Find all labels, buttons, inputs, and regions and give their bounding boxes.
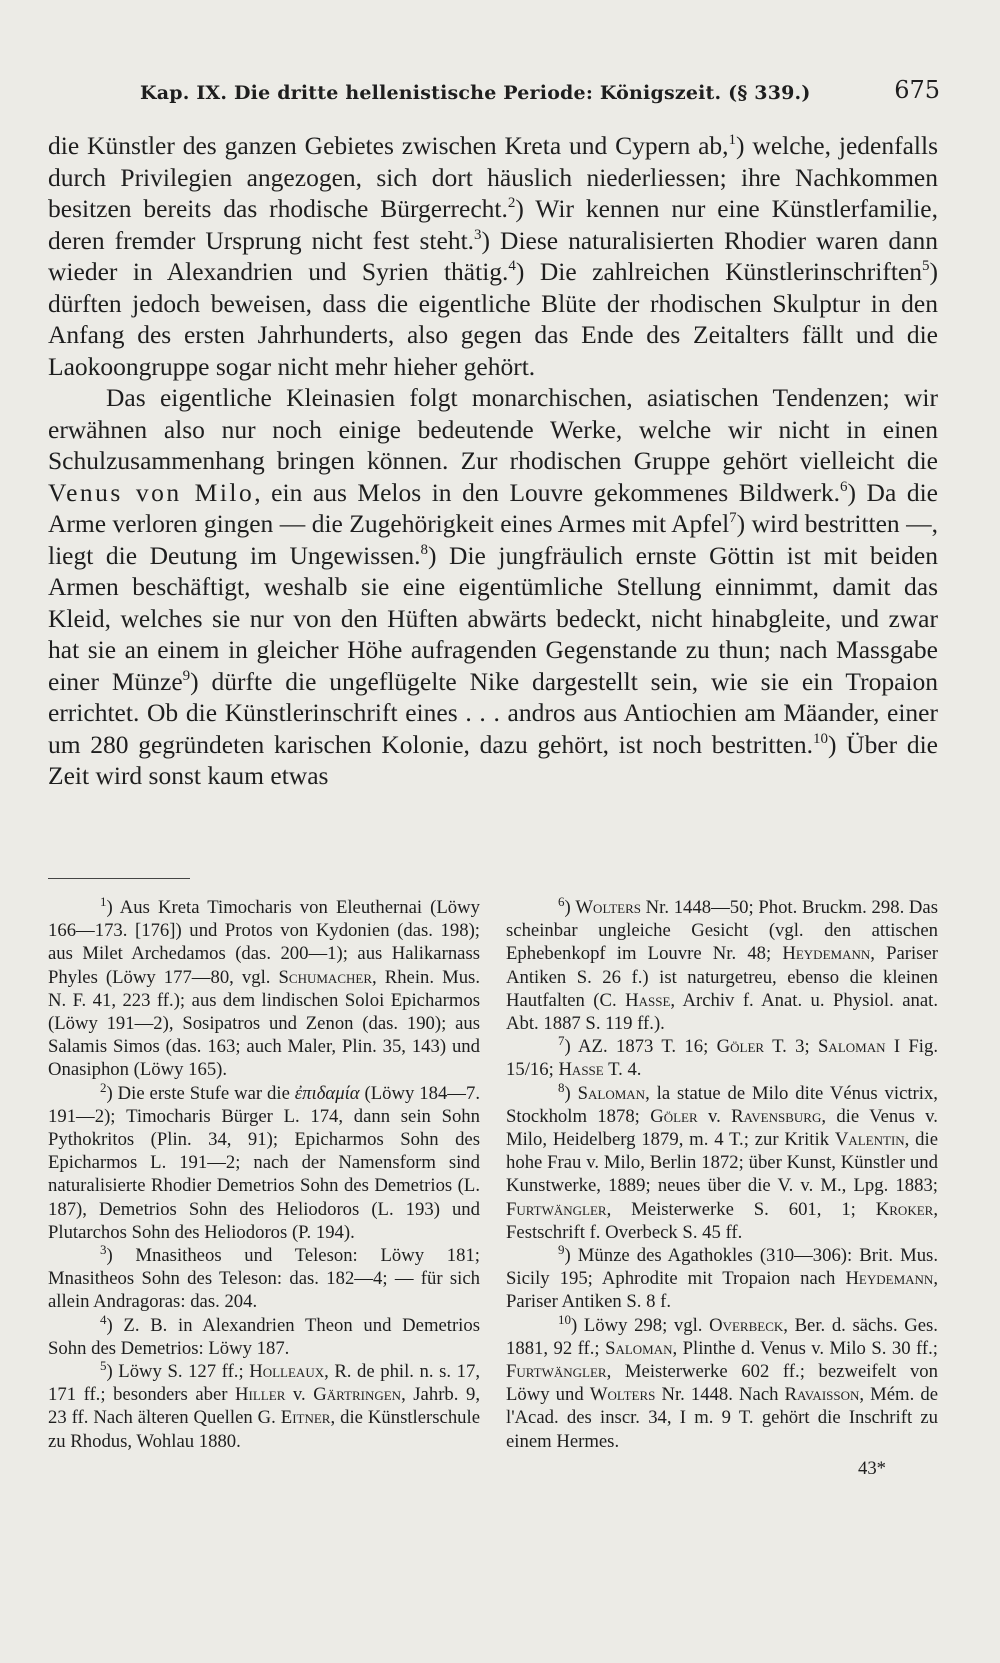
footnote-ref-9[interactable]: 9 (182, 667, 191, 684)
footnote-ref-10[interactable]: 10 (812, 730, 828, 747)
footnote-ref-1[interactable]: 1 (728, 132, 737, 148)
running-title: Kap. IX. Die dritte hellenistische Periode: Königszeit. (§ 339.) (140, 82, 811, 104)
footnote-8: $^8$) Saloman, la statue de Milo dite Vénus victrix, Stockholm 1878; Göler v. Ravensburg, die Venus v. Milo, Heidelberg 1879, m. 4 T.; zur Kritik Valentin, die hohe Frau v. Milo, Berlin 1872; über Kunst, Künstler und Kunstwerke, 1889; neues über die V. v. M., Lpg. 1883; Furtwängler, Meisterwerke S. 601, 1; Kroker, Festschrift f. Overbeck S. 45 ff. (506, 1079, 938, 1243)
footnotes-left-column (48, 896, 480, 1453)
footnote-ref-2[interactable]: 2 (507, 195, 516, 211)
footnote-1: $^1$) Aus Kreta Timocharis von Eleuthernai (Löwy 166—173. [176]) und Protos von Kydonien (das. 198); aus Milet Archedamos (das. 200—1); aus Halikarnass Phyles (Löwy 177—80, vgl. Schumacher, Rhein. Mus. N. F. 41, 223 ff.); aus dem lindischen Soloi Epicharmos (Löwy 191—2), Sosipatros und Zenon (das. 190); aus Salamis Simos (das. 163; auch Maler, Plin. 35, 143) und Onasiphon (Löwy 165). (48, 894, 481, 1081)
footnote-ref-7[interactable]: 7 (729, 510, 737, 526)
footnote-4: $^4$) Z. B. in Alexandrien Theon und Demetrios Sohn des Demetrios: Löwy 187. (48, 1311, 480, 1359)
footnote-ref-4[interactable]: 4 (508, 258, 516, 274)
signature-mark: 43* (857, 1457, 886, 1479)
footnotes-right-column (506, 896, 938, 1480)
footnote-9: $^9$) Münze des Agathokles (310—306): Brit. Mus. Sicily 195; Aphrodite mit Tropaion nach Heydemann, Pariser Antiken S. 8 f. (506, 1242, 938, 1313)
footnote-3: $^3$) Mnasitheos und Teleson: Löwy 181; Mnasitheos Sohn des Teleson: das. 182—4; — für sich allein Andragoras: das. 204. (48, 1242, 480, 1313)
footnote-ref-3[interactable]: 3 (474, 226, 482, 243)
footnote-6: $^6$) Wolters Nr. 1448—50; Phot. Bruckm. 298. Das scheinbar ungleiche Gesicht (vgl. den attischen Ephebenkopf im Louvre Nr. 48; Heydemann, Pariser Antiken S. 26 f.) ist naturgetreu, ebenso die kleinen Hautfalten (C. Hasse, Archiv f. Anat. u. Physiol. anat. Abt. 1887 S. 119 ff.). (506, 894, 938, 1035)
venus-von-milo-term: Venus von Milo (48, 477, 255, 507)
footnote-ref-6[interactable]: 6 (840, 478, 848, 495)
footnote-ref-8[interactable]: 8 (420, 541, 428, 558)
footnote-2: $^2$) Die erste Stufe war die ἐπιδαμία (Löwy 184—7. 191—2); Timocharis Bürger L. 174, dann sein Sohn Pythokritos (Plin. 34, 91); Epicharmos Sohn des Epicharmos L. 191—2; nach der Namensform sind naturalisierte Rhodier Demetrios Sohn des Demetrios (L. 187), Demetrios Sohn des Heliodoros (L. 193) und Plutarchos Sohn des Heliodoros (P. 194). (48, 1079, 480, 1243)
footnote-5: $^5$) Löwy S. 127 ff.; Holleaux, R. de phil. n. s. 17, 171 ff.; besonders aber Hiller v. Gärtringen, Jahrb. 9, 23 ff. Nach älteren Quellen G. Eitner, die Künstlerschule zu Rhodus, Wohlau 1880. (48, 1358, 480, 1452)
paragraph-2: Das eigentliche Kleinasien folgt monarchischen, asiatischen Tendenzen; wir erwähnen also nur noch einige bedeutende Werke, welche wir nicht in einen Schulzusammenhang bringen können. Zur rhodischen Gruppe gehört vielleicht die Venus von Milo, ein aus Melos in den Louvre gekommenes Bildwerk.$^6$) Da die Arme verloren gingen — die Zugehörigkeit eines Armes mit Apfel$^7$) wird bestritten —, liegt die Deutung im Ungewissen.$^8$) Die jungfräulich ernste Göttin ist mit beiden Armen beschäftigt, weshalb sie eine eigentümliche Stellung einnimmt, damit das Kleid, welches sie nur von den Hüften abwärts bedeckt, nicht hinabgleite, und zwar hat sie an einem in gleicher Höhe aufragenden Gegenstande zu thun; nach Massgabe einer Münze$^9$) dürfte die ungeflügelte Nike dargestellt sein, wie sie ein Tropaion errichtet. Ob die Künstlerinschrift eines . . . andros aus Antiochien am Mäander, einer um 280 gegründeten karischen Kolonie, dazu gehört, ist noch bestritten.$^{10}$) Über die Zeit wird sonst kaum etwas (48, 383, 939, 790)
footnote-7: $^7$) AZ. 1873 T. 16; Göler T. 3; Saloman I Fig. 15/16; Hasse T. 4. (506, 1033, 939, 1081)
running-header (140, 76, 940, 112)
page-number: 675 (894, 76, 940, 104)
main-text (48, 130, 938, 792)
footnote-rule (48, 878, 190, 879)
paragraph-1: die Künstler des ganzen Gebietes zwischen Kreta und Cypern ab,$^1$) welche, jedenfalls durch Privilegien angezogen, sich dort häuslich niederliessen; ihre Nachkommen besitzen bereits das rhodische Bürgerrecht.$^2$) Wir kennen nur eine Künstlerfamilie, deren fremder Ursprung nicht fest steht.$^3$) Diese naturalisierten Rhodier waren dann wieder in Alexandrien und Syrien thätig.$^4$) Die zahlreichen Künstlerinschriften$^5$) dürften jedoch beweisen, dass die eigentliche Blüte der rhodischen Skulptur in den Anfang des ersten Jahrhunderts, also gegen das Ende des Zeitalters fällt und die Laokoongruppe sogar nicht mehr hieher gehört. (48, 131, 938, 381)
footnote-ref-5[interactable]: 5 (921, 258, 930, 274)
footnote-10: $^{10}$) Löwy 298; vgl. Overbeck, Ber. d. sächs. Ges. 1881, 92 ff.; Saloman, Plinthe d. Venus v. Milo S. 30 ff.; Furtwängler, Meisterwerke 602 ff.; bezweifelt von Löwy und Wolters Nr. 1448. Nach Ravaisson, Mém. de l'Acad. des inscr. 34, I m. 9 T. gehört die Inschrift zu einem Hermes. (506, 1311, 938, 1452)
